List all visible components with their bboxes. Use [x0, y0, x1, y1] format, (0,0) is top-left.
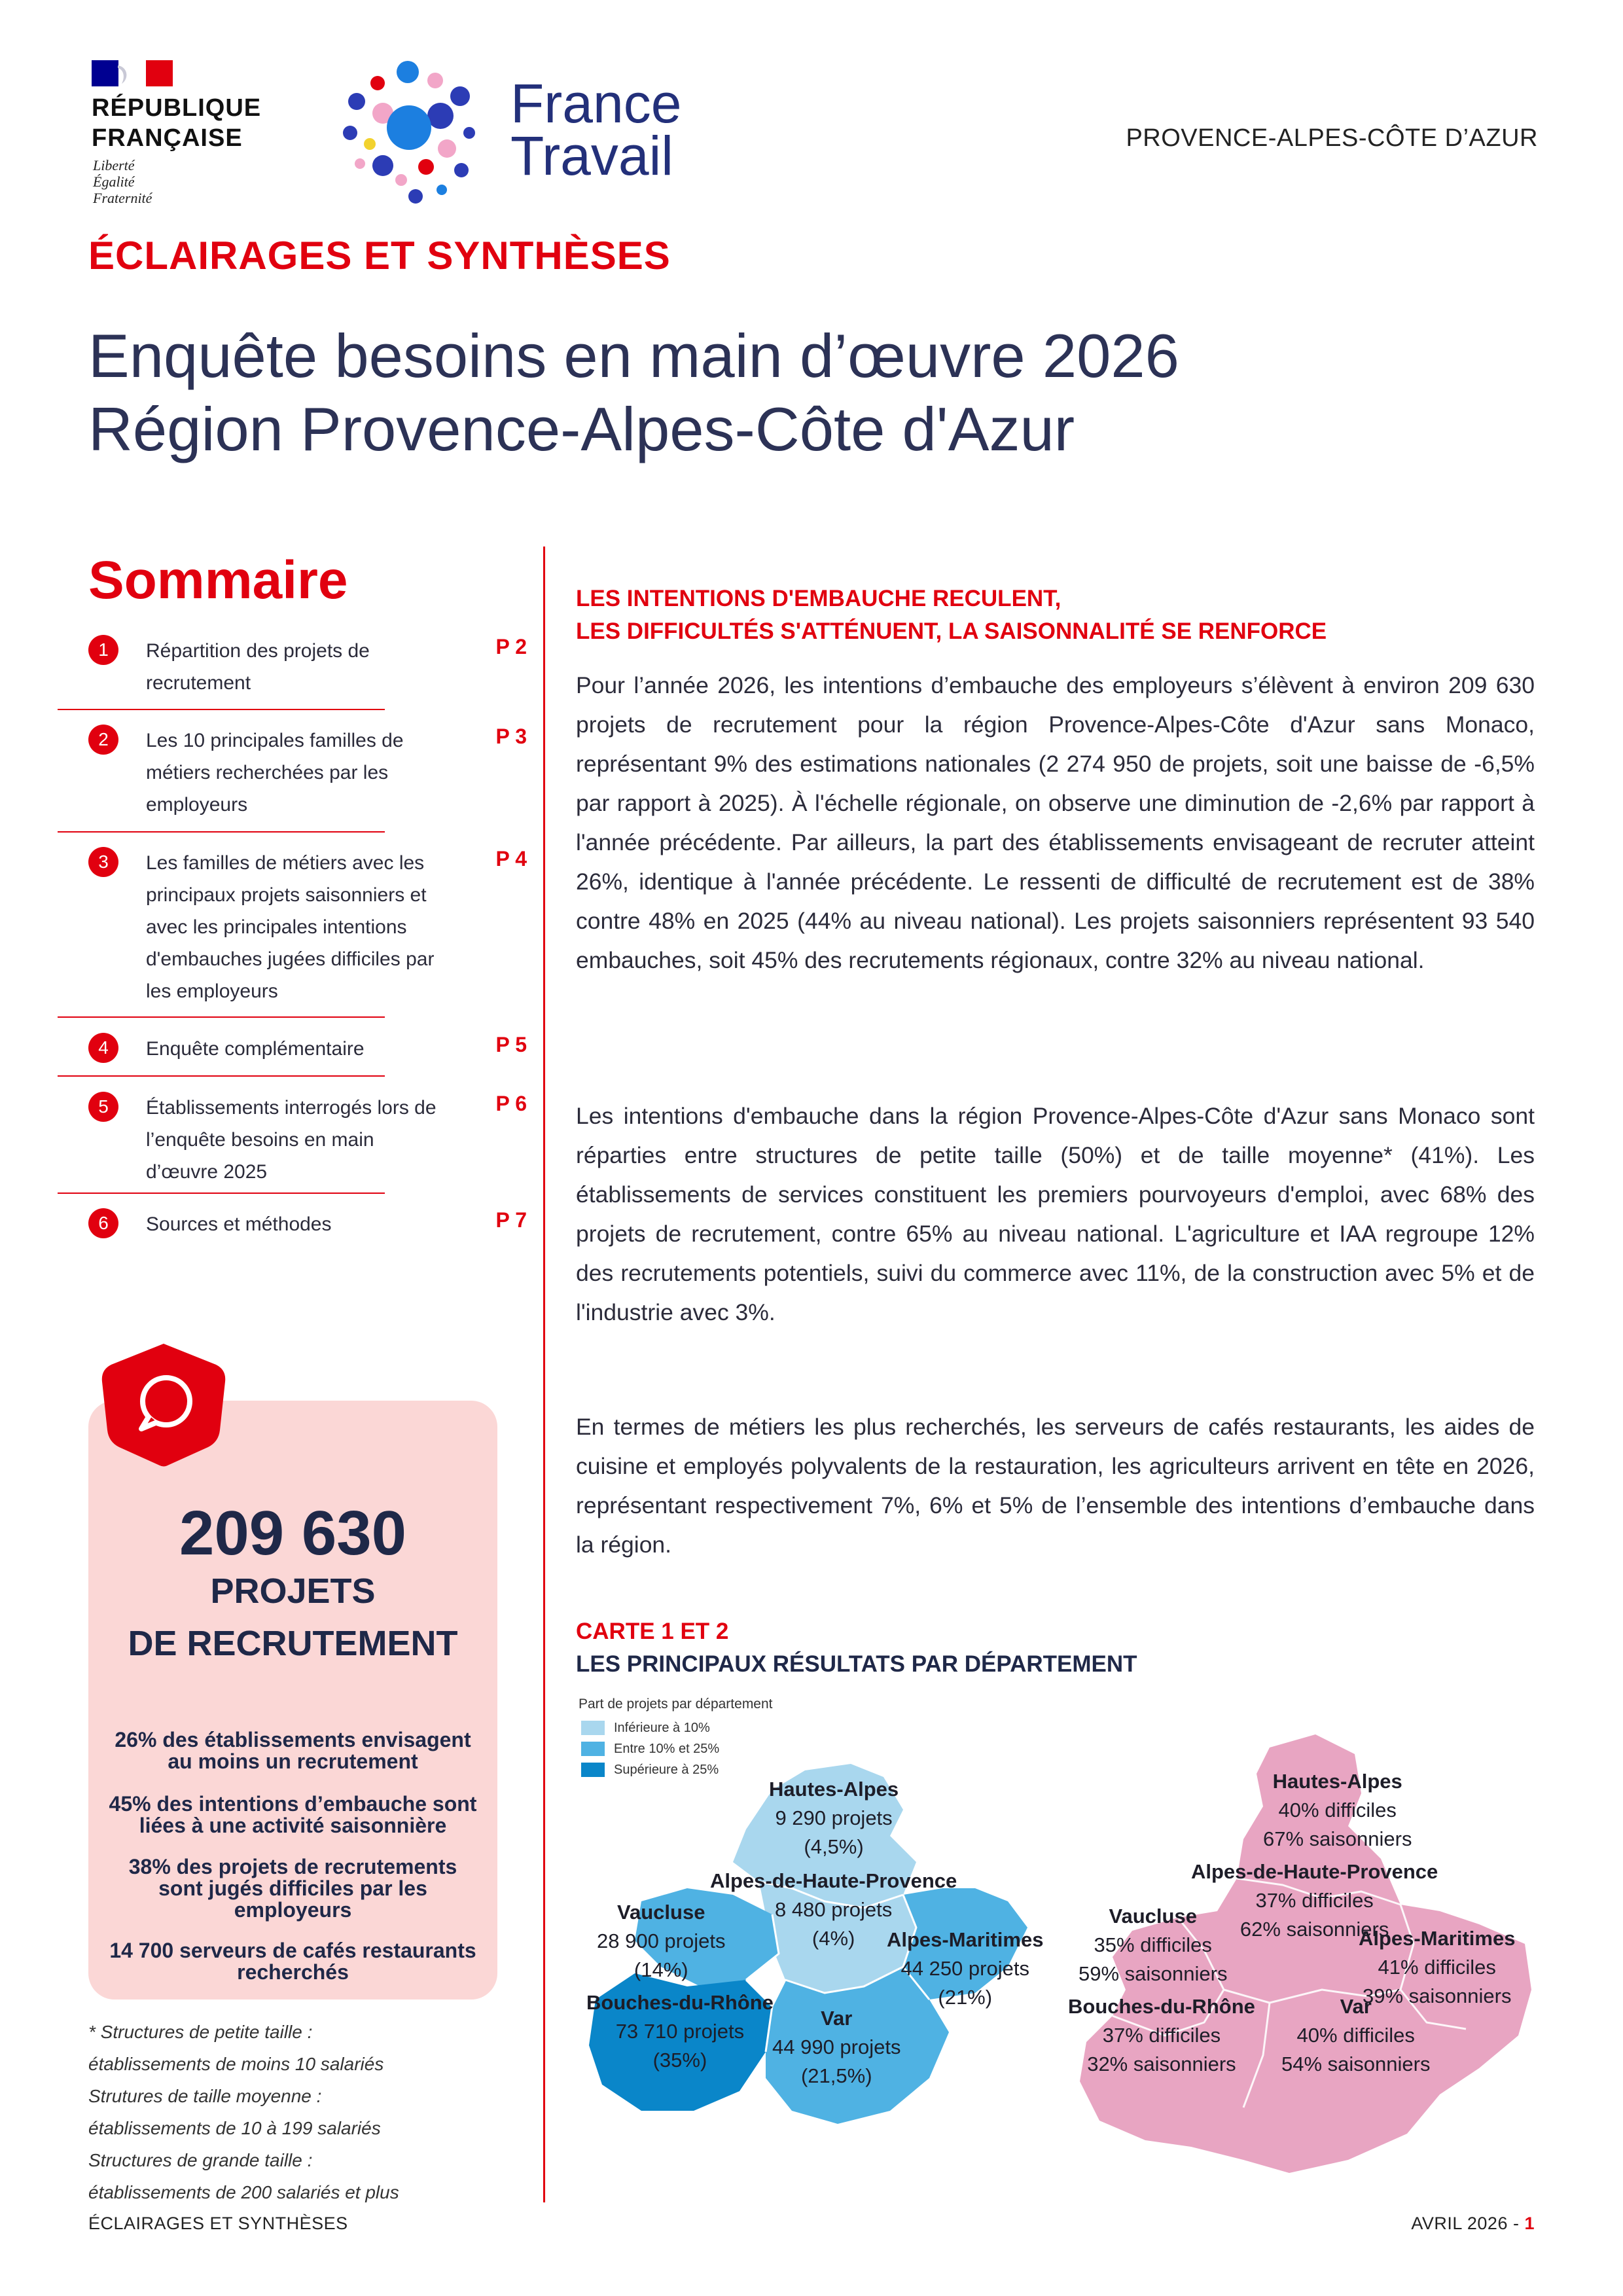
legend-swatch [581, 1763, 605, 1777]
toc-number: 1 [88, 635, 118, 665]
france-travail-dots-logo [330, 56, 488, 213]
map1-label-bouches-du-rhone: Bouches-du-Rhône 73 710 projets (35%) [586, 1991, 774, 2072]
legend-item [581, 1759, 773, 1780]
page-number: 1 [1524, 2214, 1535, 2233]
toc-page: P 3 [495, 725, 527, 748]
key-stat: 45% des intentions d’embauche sont liées à une activité saisonnière [109, 1792, 477, 1837]
toc-label: Établissements interrogés lors de l’enquête besoins en main d’œuvre 2025 [146, 1097, 437, 1183]
toc-item-3[interactable] [88, 847, 527, 1011]
toc-item-4[interactable] [88, 1033, 527, 1066]
region-header: PROVENCE-ALPES-CÔTE D’AZUR [1126, 124, 1538, 152]
map1-label-alpes-de-haute-provence: Alpes-de-Haute-Provence 8 480 projets (4%) [710, 1869, 957, 1950]
legend-label: Supérieure à 25% [614, 1762, 719, 1777]
page-title: Enquête besoins en main d’œuvre 2026 Région Provence-Alpes-Côte d'Azur [88, 321, 1179, 463]
toc-item-5[interactable] [88, 1092, 527, 1190]
footer-right: AVRIL 2026 - 1 [1411, 2214, 1535, 2233]
paragraph-2: Les intentions d'embauche dans la région Provence-Alpes-Côte d'Azur sans Monaco sont réparties entre structures de petite taille (50%) et de taille moyenne* (41%). Les établissements de services constituent les premiers pourvoyeurs d'emploi, avec 68% des projets de recrutement, contre 65% au niveau national. L'agriculture et IAA regroupe 12% des recrutements potentiels, suivi du commerce avec 11%, de la construction avec 5% et de l'industrie avec 3%. [576, 1103, 1535, 1325]
toc-divider [58, 1193, 385, 1194]
map2-label-hautes-alpes: Hautes-Alpes 40% difficiles 67% saisonniers [1263, 1770, 1412, 1850]
legend-label: Entre 10% et 25% [614, 1741, 720, 1756]
toc-item-6[interactable] [88, 1208, 527, 1241]
legend-item [581, 1738, 773, 1759]
motto: Liberté Égalité Fraternité [93, 157, 152, 206]
toc-page: P 5 [495, 1033, 527, 1056]
legend-swatch [581, 1721, 605, 1735]
marianne-flag-logo [92, 60, 173, 86]
key-figure-label: DE RECRUTEMENT [128, 1624, 458, 1663]
toc-divider [58, 1016, 385, 1018]
map2-label-vaucluse: Vaucluse 35% difficiles 59% saisonniers [1079, 1905, 1228, 1985]
toc-divider [58, 1075, 385, 1077]
speech-bubble-icon [98, 1338, 229, 1469]
paragraph-1: Pour l’année 2026, les intentions d’embauche des employeurs s’élèvent à environ 209 630 projets de recrutement pour la région Provence-Alpes-Côte d'Azur sans Monaco, représentant 9% des estimations nationales (2 274 950 de projets, soit une baisse de -6,5% par rapport à 2025). À l'échelle régionale, on observe une diminution de -2,6% par rapport à l'année précédente. Par ailleurs, la part des établissements envisageant de recruter atteint 26%, identique à l'année précédente. Le ressenti de difficulté de recrutement est de 38% contre 48% en 2025 (44% au niveau national). Les projets saisonniers représentent 93 540 embauches, soit 45% des recrutements régionaux, contre 32% au niveau national. [576, 672, 1535, 973]
toc-divider [58, 709, 385, 710]
toc-label: Les 10 principales familles de métiers recherchées par les employeurs [146, 730, 404, 816]
france-travail-logo-text: France Travail [510, 73, 682, 187]
key-stat: 26% des établissements envisagent au moins un recrutement [115, 1728, 471, 1773]
key-figure-number: 209 630 [179, 1498, 406, 1568]
toc-page: P 2 [495, 635, 527, 658]
legend-title: Part de projets par département [579, 1696, 773, 1712]
toc-label: Sources et méthodes [146, 1213, 332, 1235]
map2-label-alpes-de-haute-provence: Alpes-de-Haute-Provence 37% difficiles 62% saisonniers [1191, 1860, 1438, 1941]
map-legend [579, 1696, 773, 1780]
column-divider [543, 547, 545, 2202]
toc-label: Enquête complémentaire [146, 1038, 365, 1060]
toc-label: Répartition des projets de recrutement [146, 640, 370, 694]
map1-label-vaucluse: Vaucluse 28 900 projets (14%) [597, 1901, 726, 1981]
toc-number: 5 [88, 1092, 118, 1122]
footer-left: ÉCLAIRAGES ET SYNTHÈSES [88, 2214, 348, 2233]
legend-swatch [581, 1742, 605, 1756]
map1-label-hautes-alpes: Hautes-Alpes 9 290 projets (4,5%) [769, 1778, 899, 1858]
toc-number: 6 [88, 1208, 118, 1238]
toc-page: P 7 [495, 1208, 527, 1232]
toc-number: 2 [88, 725, 118, 755]
toc-label: Les familles de métiers avec les principaux projets saisonniers et avec les principales intentions d'embauches jugées difficiles par les employeurs [146, 852, 435, 1002]
sommaire-title: Sommaire [88, 550, 348, 610]
key-figure-label: PROJETS [210, 1571, 376, 1611]
section-title: ÉCLAIRAGES ET SYNTHÈSES [88, 234, 671, 278]
toc-number: 3 [88, 847, 118, 877]
republique-francaise-logo-text: RÉPUBLIQUE FRANÇAISE [92, 94, 262, 152]
toc-number: 4 [88, 1033, 118, 1063]
legend-label: Inférieure à 10% [614, 1720, 710, 1735]
map1-label-var: Var 44 990 projets (21,5%) [772, 2007, 901, 2087]
map2-label-bouches-du-rhone: Bouches-du-Rhône 37% difficiles 32% saisonniers [1068, 1995, 1255, 2075]
intro-heading: LES INTENTIONS D'EMBAUCHE RECULENT, LES DIFFICULTÉS S'ATTÉNUENT, LA SAISONNALITÉ SE RENFORCE [576, 586, 1327, 644]
footnotes: * Structures de petite taille : établissements de moins 10 salariés Strutures de taille moyenne : établissements de 10 à 199 salariés Structures de grande taille : établissements de 200 salariés et plus [88, 2022, 399, 2202]
toc-item-1[interactable] [88, 635, 527, 700]
paragraph-3: En termes de métiers les plus recherchés, les serveurs de cafés restaurants, les aides de cuisine et employés polyvalents de la restauration, les agriculteurs arrivent en tête en 2026, représentant respectivement 7%, 6% et 5% de l’ensemble des intentions d’embauche dans la région. [576, 1414, 1535, 1558]
maps-heading: CARTE 1 ET 2 LES PRINCIPAUX RÉSULTATS PAR DÉPARTEMENT [576, 1619, 1137, 1677]
legend-item [581, 1717, 773, 1738]
toc-page: P 6 [495, 1092, 527, 1115]
toc-item-2[interactable] [88, 725, 527, 823]
toc-page: P 4 [495, 847, 527, 870]
map2-label-alpes-maritimes: Alpes-Maritimes 41% difficiles 39% saisonniers [1359, 1927, 1516, 2007]
map1-label-alpes-maritimes: Alpes-Maritimes 44 250 projets (21%) [887, 1928, 1044, 2009]
toc-divider [58, 831, 385, 833]
key-stat: 14 700 serveurs de cafés restaurants recherchés [109, 1939, 476, 1984]
map2-label-var: Var 40% difficiles 54% saisonniers [1281, 1995, 1431, 2075]
key-stat: 38% des projets de recrutements sont jugés difficiles par les employeurs [128, 1855, 457, 1922]
